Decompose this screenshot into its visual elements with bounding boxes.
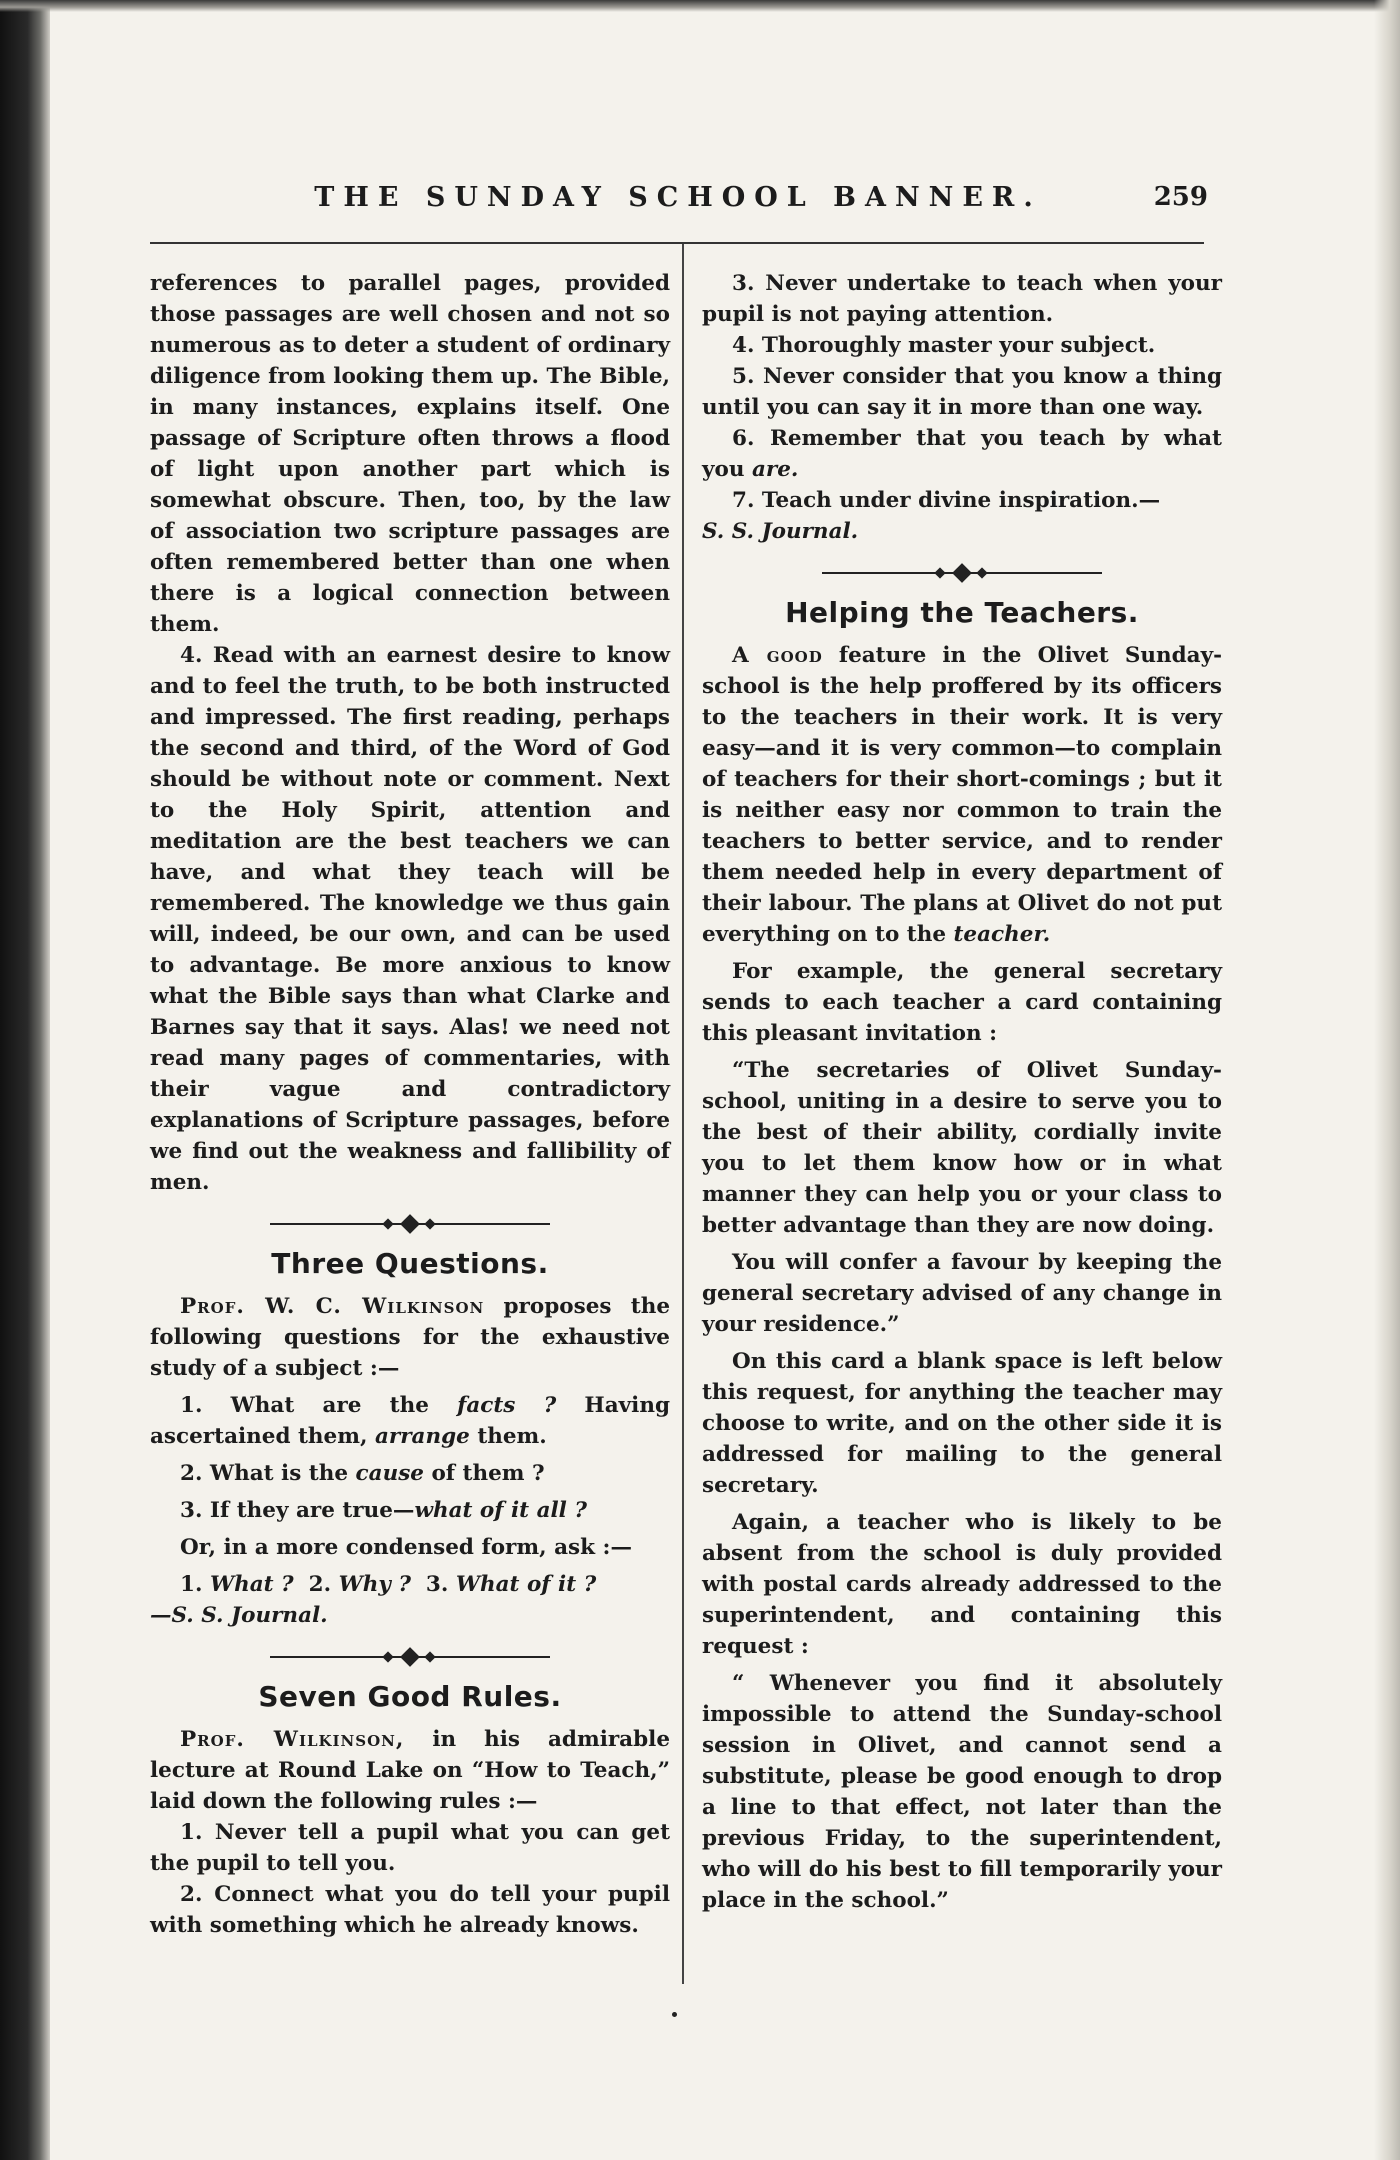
paragraph-card-space: On this card a blank space is left below this request, for anything the teacher may choose to write, and on the other side it is addressed for mailing to the general secretary. [702,1349,1222,1498]
rule-six: 6. Remember that you teach by what you are. [702,426,1222,482]
paragraph-olivet-feature: A good feature in the Olivet Sunday-school is the help proffered by its officers to the teachers in their work. It is very easy—and it is very common—to complain of teachers for their short-comings ; but it is neither easy nor common to train the teachers to better service, and to render them needed help in every department of their labour. The plans at Olivet do not put everything on to the teacher. [702,643,1222,947]
running-title: THE SUNDAY SCHOOL BANNER. [314,182,1042,213]
condensed-form: Or, in a more condensed form, ask :— [180,1535,632,1560]
source-citation: —S. S. Journal. [150,1603,328,1628]
page-binding-edge [0,0,50,2160]
column-end-dot [672,2012,677,2017]
rule-four: 4. Thoroughly master your subject. [732,333,1156,358]
heading-seven-rules: Seven Good Rules. [258,1680,562,1713]
paragraph-invitation: “The secretaries of Olivet Sunday-school, uniting in a desire to serve you to the best of their ability, cordially invite you to let them know how or in what manner they can help you or your class to better advantage than they are now doing. [702,1058,1222,1238]
paragraph-postal-cards: Again, a teacher who is likely to be absent from the school is duly provided with postal cards already addressed to the superintendent, and containing this request : [702,1510,1222,1659]
paragraph-parallel-pages: references to parallel pages, provided those passages are well chosen and not so numerous as to deter a student of ordinary diligence from looking them up. The Bible, in many instances, explains itself. One passage of Scripture often throws a flood of light upon another part which is somewhat obscure. Then, too, by the law of association two scripture passages are often remembered better than one when there is a logical connection between them. [150,271,670,637]
paragraph-seven-rules-intro: Prof. Wilkinson, in his admirable lecture at Round Lake on “How to Teach,” laid down the following rules :— [150,1727,670,1814]
section-ornament [822,563,1102,583]
heading-three-questions: Three Questions. [271,1247,549,1280]
header-rule [150,242,1204,244]
author-name: Prof. Wilkinson, [180,1727,405,1752]
page-top-edge [0,0,1400,12]
rule-two: 2. Connect what you do tell your pupil with something which he already knows. [150,1882,670,1938]
page-right-edge [1374,0,1400,2160]
question-three: 3. If they are true—what of it all ? [180,1498,587,1523]
section-ornament [270,1647,550,1667]
paragraph-example: For example, the general secretary sends to each teacher a card containing this pleasant invitation : [702,959,1222,1046]
rule-five: 5. Never consider that you know a thing until you can say it in more than one way. [702,364,1222,420]
rule-one: 1. Never tell a pupil what you can get the pupil to tell you. [150,1820,670,1876]
page-header [140,182,1216,222]
condensed-questions: 1. What ? 2. Why ? 3. What of it ? [180,1572,597,1597]
column-divider [682,244,684,1984]
question-two: 2. What is the cause of them ? [180,1461,545,1486]
paragraph-three-questions-intro: Prof. W. C. Wilkinson proposes the following questions for the exhaustive study of a subject :— [150,1294,670,1381]
heading-helping-teachers: Helping the Teachers. [785,596,1139,629]
source-citation: S. S. Journal. [702,519,859,544]
left-column [150,268,670,1941]
author-name: Prof. W. C. Wilkinson [180,1294,485,1319]
paragraph-rule-four: 4. Read with an earnest desire to know and to feel the truth, to be both instructed and impressed. The first reading, perhaps the second and third, of the Word of God should be without note or comment. Next to the Holy Spirit, attention and meditation are the best teachers we can have, and what they teach will be remembered. The knowledge we thus gain will, indeed, be our own, and can be used to advantage. Be more anxious to know what the Bible says than what Clarke and Barnes say that it says. Alas! we need not read many pages of commentaries, with their vague and contradictory explanations of Scripture passages, before we find out the weakness and fallibility of men. [150,643,670,1195]
paragraph-favour: You will confer a favour by keeping the general secretary advised of any change in your residence.” [702,1250,1222,1337]
right-column [702,268,1222,1916]
question-one: 1. What are the facts ? Having ascertained them, arrange them. [150,1393,670,1449]
rule-three: 3. Never undertake to teach when your pupil is not paying attention. [702,271,1222,327]
page-number: 259 [1153,182,1208,212]
section-ornament [270,1214,550,1234]
rule-seven: 7. Teach under divine inspiration.— [732,488,1161,513]
paragraph-request: “ Whenever you find it absolutely impossible to attend the Sunday-school session in Olivet, and cannot send a substitute, please be good enough to drop a line to that effect, not later than the previous Friday, to the superintendent, who will do his best to fill temporarily your place in the school.” [702,1671,1222,1913]
